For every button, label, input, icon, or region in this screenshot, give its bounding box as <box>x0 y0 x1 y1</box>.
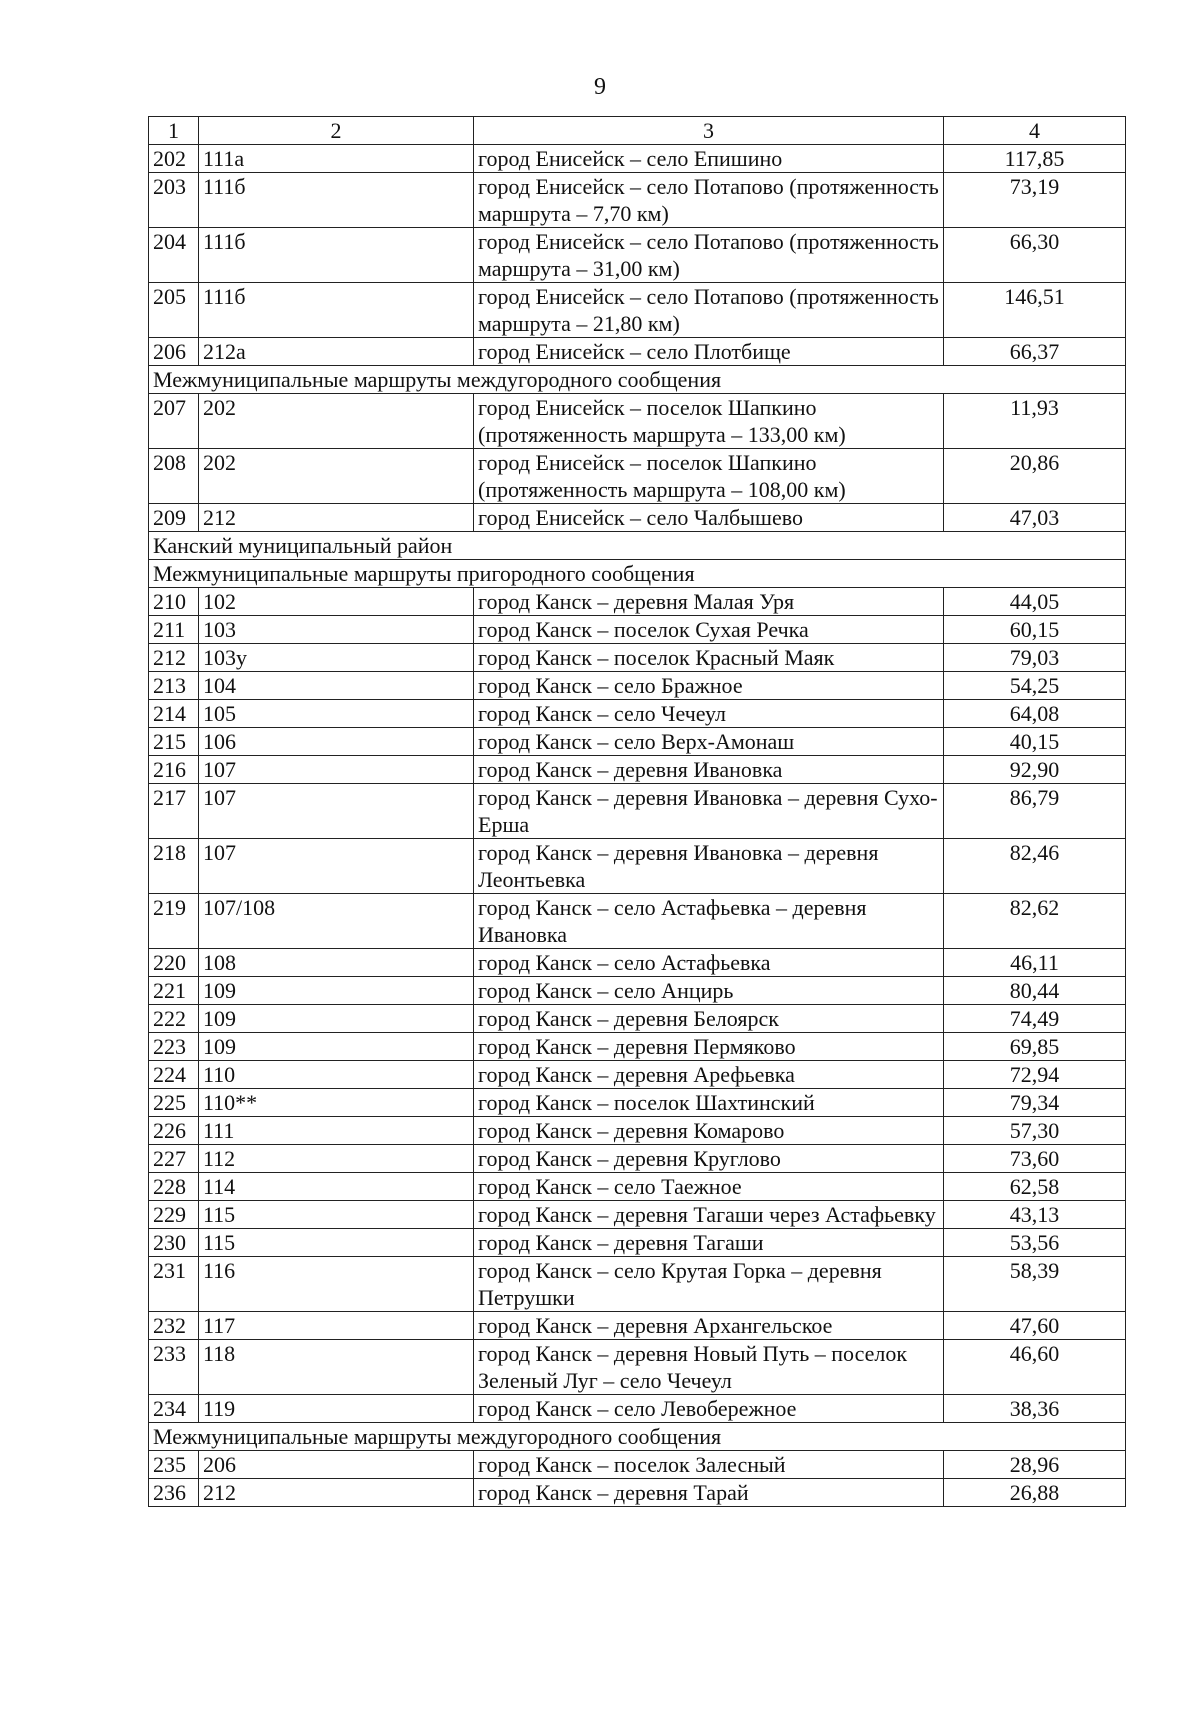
route-name-cell: город Канск – деревня Малая Уря <box>474 588 944 616</box>
route-value-cell: 40,15 <box>944 728 1126 756</box>
table-row <box>149 1451 1126 1479</box>
table-row <box>149 728 1126 756</box>
row-number-cell: 207 <box>149 394 199 449</box>
route-value-cell: 82,46 <box>944 839 1126 894</box>
route-name-cell: город Енисейск – село Потапово (протяженность маршрута – 7,70 км) <box>474 173 944 228</box>
route-value-cell: 72,94 <box>944 1061 1126 1089</box>
table-row <box>149 700 1126 728</box>
row-number-cell: 234 <box>149 1395 199 1423</box>
route-value-cell: 69,85 <box>944 1033 1126 1061</box>
row-number-cell: 204 <box>149 228 199 283</box>
row-number-cell: 236 <box>149 1479 199 1507</box>
table-row <box>149 839 1126 894</box>
route-name-cell: город Енисейск – село Чалбышево <box>474 504 944 532</box>
route-name-cell: город Канск – село Левобережное <box>474 1395 944 1423</box>
row-number-cell: 221 <box>149 977 199 1005</box>
table-row <box>149 644 1126 672</box>
table-body <box>149 145 1126 1507</box>
route-name-cell: город Енисейск – поселок Шапкино (протяженность маршрута – 133,00 км) <box>474 394 944 449</box>
route-number-cell: 109 <box>199 1033 474 1061</box>
route-value-cell: 38,36 <box>944 1395 1126 1423</box>
route-name-cell: город Канск – село Бражное <box>474 672 944 700</box>
row-number-cell: 212 <box>149 644 199 672</box>
route-number-cell: 115 <box>199 1229 474 1257</box>
table-row <box>149 338 1126 366</box>
route-name-cell: город Канск – деревня Белоярск <box>474 1005 944 1033</box>
route-value-cell: 117,85 <box>944 145 1126 173</box>
route-number-cell: 104 <box>199 672 474 700</box>
table-row <box>149 672 1126 700</box>
table-row <box>149 145 1126 173</box>
route-name-cell: город Канск – село Таежное <box>474 1173 944 1201</box>
route-name-cell: город Енисейск – село Плотбище <box>474 338 944 366</box>
route-number-cell: 118 <box>199 1340 474 1395</box>
row-number-cell: 206 <box>149 338 199 366</box>
table-row <box>149 977 1126 1005</box>
table-row <box>149 228 1126 283</box>
row-number-cell: 202 <box>149 145 199 173</box>
section-title: Межмуниципальные маршруты междугородного сообщения <box>149 1423 1126 1451</box>
column-header: 4 <box>944 117 1126 145</box>
route-number-cell: 117 <box>199 1312 474 1340</box>
route-number-cell: 107 <box>199 784 474 839</box>
table-row <box>149 1061 1126 1089</box>
section-title: Канский муниципальный район <box>149 532 1126 560</box>
route-value-cell: 79,03 <box>944 644 1126 672</box>
row-number-cell: 223 <box>149 1033 199 1061</box>
route-name-cell: город Енисейск – село Потапово (протяженность маршрута – 21,80 км) <box>474 283 944 338</box>
column-header: 3 <box>474 117 944 145</box>
table-row <box>149 756 1126 784</box>
table-row <box>149 283 1126 338</box>
route-value-cell: 86,79 <box>944 784 1126 839</box>
route-name-cell: город Канск – деревня Круглово <box>474 1145 944 1173</box>
row-number-cell: 229 <box>149 1201 199 1229</box>
route-value-cell: 66,30 <box>944 228 1126 283</box>
table-header-row <box>149 117 1126 145</box>
route-number-cell: 110** <box>199 1089 474 1117</box>
route-value-cell: 74,49 <box>944 1005 1126 1033</box>
table-row <box>149 949 1126 977</box>
table-row <box>149 1395 1126 1423</box>
table-row <box>149 1033 1126 1061</box>
route-value-cell: 47,03 <box>944 504 1126 532</box>
route-number-cell: 111б <box>199 173 474 228</box>
row-number-cell: 225 <box>149 1089 199 1117</box>
route-number-cell: 107/108 <box>199 894 474 949</box>
route-value-cell: 26,88 <box>944 1479 1126 1507</box>
route-number-cell: 107 <box>199 756 474 784</box>
route-number-cell: 109 <box>199 1005 474 1033</box>
route-value-cell: 92,90 <box>944 756 1126 784</box>
route-number-cell: 119 <box>199 1395 474 1423</box>
row-number-cell: 210 <box>149 588 199 616</box>
section-header-row <box>149 366 1126 394</box>
route-value-cell: 44,05 <box>944 588 1126 616</box>
table-row <box>149 1089 1126 1117</box>
route-number-cell: 110 <box>199 1061 474 1089</box>
routes-table <box>148 116 1126 1507</box>
column-header: 1 <box>149 117 199 145</box>
route-name-cell: город Канск – деревня Ивановка – деревня Леонтьевка <box>474 839 944 894</box>
row-number-cell: 211 <box>149 616 199 644</box>
section-header-row <box>149 560 1126 588</box>
route-number-cell: 111 <box>199 1117 474 1145</box>
section-header-row <box>149 532 1126 560</box>
row-number-cell: 220 <box>149 949 199 977</box>
route-name-cell: город Канск – село Чечеул <box>474 700 944 728</box>
row-number-cell: 224 <box>149 1061 199 1089</box>
route-number-cell: 212 <box>199 1479 474 1507</box>
route-number-cell: 212а <box>199 338 474 366</box>
route-value-cell: 53,56 <box>944 1229 1126 1257</box>
route-name-cell: город Канск – село Крутая Горка – деревня Петрушки <box>474 1257 944 1312</box>
row-number-cell: 215 <box>149 728 199 756</box>
route-value-cell: 80,44 <box>944 977 1126 1005</box>
route-number-cell: 105 <box>199 700 474 728</box>
route-number-cell: 212 <box>199 504 474 532</box>
route-number-cell: 109 <box>199 977 474 1005</box>
route-value-cell: 66,37 <box>944 338 1126 366</box>
route-value-cell: 64,08 <box>944 700 1126 728</box>
route-number-cell: 111б <box>199 283 474 338</box>
section-header-row <box>149 1423 1126 1451</box>
row-number-cell: 217 <box>149 784 199 839</box>
route-value-cell: 46,60 <box>944 1340 1126 1395</box>
row-number-cell: 213 <box>149 672 199 700</box>
route-name-cell: город Енисейск – село Потапово (протяженность маршрута – 31,00 км) <box>474 228 944 283</box>
route-number-cell: 106 <box>199 728 474 756</box>
row-number-cell: 235 <box>149 1451 199 1479</box>
row-number-cell: 218 <box>149 839 199 894</box>
route-name-cell: город Канск – деревня Тагаши <box>474 1229 944 1257</box>
route-name-cell: город Канск – деревня Пермяково <box>474 1033 944 1061</box>
row-number-cell: 219 <box>149 894 199 949</box>
table-row <box>149 1257 1126 1312</box>
route-value-cell: 82,62 <box>944 894 1126 949</box>
row-number-cell: 205 <box>149 283 199 338</box>
route-number-cell: 111б <box>199 228 474 283</box>
row-number-cell: 227 <box>149 1145 199 1173</box>
table-row <box>149 504 1126 532</box>
route-number-cell: 115 <box>199 1201 474 1229</box>
table-row <box>149 1340 1126 1395</box>
route-name-cell: город Канск – деревня Архангельское <box>474 1312 944 1340</box>
table-row <box>149 1173 1126 1201</box>
route-name-cell: город Канск – деревня Тарай <box>474 1479 944 1507</box>
route-name-cell: город Канск – поселок Сухая Речка <box>474 616 944 644</box>
row-number-cell: 233 <box>149 1340 199 1395</box>
table-row <box>149 894 1126 949</box>
row-number-cell: 226 <box>149 1117 199 1145</box>
route-name-cell: город Канск – деревня Комарово <box>474 1117 944 1145</box>
row-number-cell: 216 <box>149 756 199 784</box>
table-row <box>149 1312 1126 1340</box>
route-value-cell: 54,25 <box>944 672 1126 700</box>
table-row <box>149 1201 1126 1229</box>
row-number-cell: 231 <box>149 1257 199 1312</box>
route-value-cell: 43,13 <box>944 1201 1126 1229</box>
route-name-cell: город Канск – деревня Ивановка – деревня Сухо-Ерша <box>474 784 944 839</box>
route-value-cell: 11,93 <box>944 394 1126 449</box>
table-row <box>149 449 1126 504</box>
route-number-cell: 107 <box>199 839 474 894</box>
table-row <box>149 588 1126 616</box>
row-number-cell: 232 <box>149 1312 199 1340</box>
table-row <box>149 1479 1126 1507</box>
route-number-cell: 103у <box>199 644 474 672</box>
route-name-cell: город Енисейск – поселок Шапкино (протяженность маршрута – 108,00 км) <box>474 449 944 504</box>
route-value-cell: 73,60 <box>944 1145 1126 1173</box>
route-value-cell: 47,60 <box>944 1312 1126 1340</box>
route-number-cell: 112 <box>199 1145 474 1173</box>
route-value-cell: 146,51 <box>944 283 1126 338</box>
route-name-cell: город Канск – село Верх-Амонаш <box>474 728 944 756</box>
route-name-cell: город Канск – поселок Залесный <box>474 1451 944 1479</box>
section-title: Межмуниципальные маршруты пригородного сообщения <box>149 560 1126 588</box>
row-number-cell: 222 <box>149 1005 199 1033</box>
route-value-cell: 62,58 <box>944 1173 1126 1201</box>
route-name-cell: город Канск – село Анцирь <box>474 977 944 1005</box>
column-header: 2 <box>199 117 474 145</box>
route-value-cell: 46,11 <box>944 949 1126 977</box>
route-number-cell: 202 <box>199 449 474 504</box>
route-number-cell: 102 <box>199 588 474 616</box>
row-number-cell: 203 <box>149 173 199 228</box>
route-number-cell: 202 <box>199 394 474 449</box>
route-value-cell: 28,96 <box>944 1451 1126 1479</box>
route-number-cell: 206 <box>199 1451 474 1479</box>
table-row <box>149 173 1126 228</box>
route-value-cell: 60,15 <box>944 616 1126 644</box>
table-row <box>149 616 1126 644</box>
table-row <box>149 1145 1126 1173</box>
route-number-cell: 114 <box>199 1173 474 1201</box>
route-name-cell: город Канск – поселок Красный Маяк <box>474 644 944 672</box>
table-row <box>149 1117 1126 1145</box>
row-number-cell: 230 <box>149 1229 199 1257</box>
page-number: 9 <box>594 74 606 100</box>
section-title: Межмуниципальные маршруты междугородного сообщения <box>149 366 1126 394</box>
route-name-cell: город Канск – село Астафьевка – деревня Ивановка <box>474 894 944 949</box>
route-name-cell: город Енисейск – село Епишино <box>474 145 944 173</box>
route-name-cell: город Канск – деревня Новый Путь – поселок Зеленый Луг – село Чечеул <box>474 1340 944 1395</box>
route-value-cell: 20,86 <box>944 449 1126 504</box>
row-number-cell: 228 <box>149 1173 199 1201</box>
route-value-cell: 57,30 <box>944 1117 1126 1145</box>
route-name-cell: город Канск – село Астафьевка <box>474 949 944 977</box>
route-name-cell: город Канск – поселок Шахтинский <box>474 1089 944 1117</box>
row-number-cell: 208 <box>149 449 199 504</box>
route-value-cell: 58,39 <box>944 1257 1126 1312</box>
route-value-cell: 79,34 <box>944 1089 1126 1117</box>
table-row <box>149 394 1126 449</box>
table-row <box>149 1005 1126 1033</box>
table-row <box>149 784 1126 839</box>
route-number-cell: 108 <box>199 949 474 977</box>
table-row <box>149 1229 1126 1257</box>
row-number-cell: 209 <box>149 504 199 532</box>
route-name-cell: город Канск – деревня Ивановка <box>474 756 944 784</box>
route-number-cell: 116 <box>199 1257 474 1312</box>
route-value-cell: 73,19 <box>944 173 1126 228</box>
route-number-cell: 111а <box>199 145 474 173</box>
route-name-cell: город Канск – деревня Арефьевка <box>474 1061 944 1089</box>
row-number-cell: 214 <box>149 700 199 728</box>
route-number-cell: 103 <box>199 616 474 644</box>
route-name-cell: город Канск – деревня Тагаши через Астафьевку <box>474 1201 944 1229</box>
